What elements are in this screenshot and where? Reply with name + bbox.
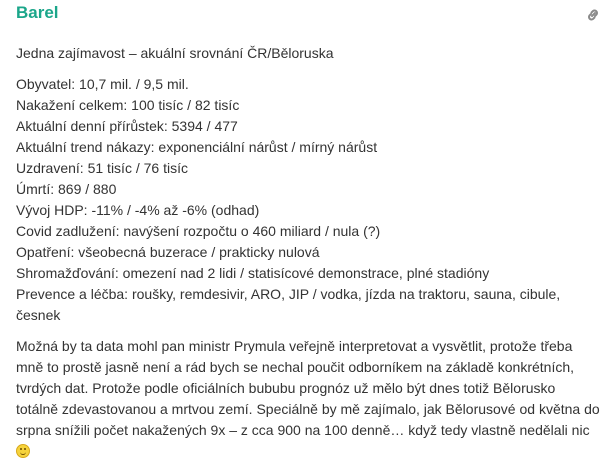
author-name[interactable]: Barel <box>16 3 59 22</box>
stat-line: Shromažďování: omezení nad 2 lidi / statisícové demonstrace, plné stadióny <box>16 265 490 281</box>
stat-line: Uzdravení: 51 tisíc / 76 tisíc <box>16 160 188 176</box>
stat-line: Aktuální trend nákazy: exponenciální nárůst / mírný nárůst <box>16 139 378 155</box>
stat-line: Prevence a léčba: roušky, remdesivir, ARO, JIP / vodka, jízda na traktoru, sauna, cibule, česnek <box>16 286 561 323</box>
post-content <box>16 43 600 462</box>
post-intro: Jedna zajímavost – akuální srovnání ČR/Běloruska <box>16 45 334 61</box>
smiley-icon <box>16 444 30 458</box>
stat-line: Obyvatel: 10,7 mil. / 9,5 mil. <box>16 76 189 92</box>
stat-line: Vývoj HDP: -11% / -4% až -6% (odhad) <box>16 202 260 218</box>
stat-line: Nakažení celkem: 100 tisíc / 82 tisíc <box>16 97 240 113</box>
stat-line: Covid zadlužení: navýšení rozpočtu o 460 miliard / nula (?) <box>16 223 381 239</box>
comment-body <box>16 336 600 462</box>
comment-text: Možná by ta data mohl pan ministr Prymula veřejně interpretovat a vysvětlit, protože třeba mně to prostě jasně není a rád bych se nechal poučit odborníkem na základě konkrétních, tvrdých dat. Protože podle oficiálních bububu prognóz už mělo být dnes totiž Bělorusko totálně zdevastovanou a mrtvou zemí. Speciálně by mě zajímalo, jak Bělorusové od května do srpna snížili počet nakažených 9x – z cca 900 na 100 denně… když tedy vlastně nedělali nic <box>16 338 600 438</box>
stat-line: Úmrtí: 869 / 880 <box>16 181 117 197</box>
link-icon[interactable] <box>585 7 601 23</box>
stat-line: Aktuální denní přírůstek: 5394 / 477 <box>16 118 238 134</box>
stat-line: Opatření: všeobecná buzerace / prakticky nulová <box>16 244 320 260</box>
stats-list <box>16 74 600 326</box>
